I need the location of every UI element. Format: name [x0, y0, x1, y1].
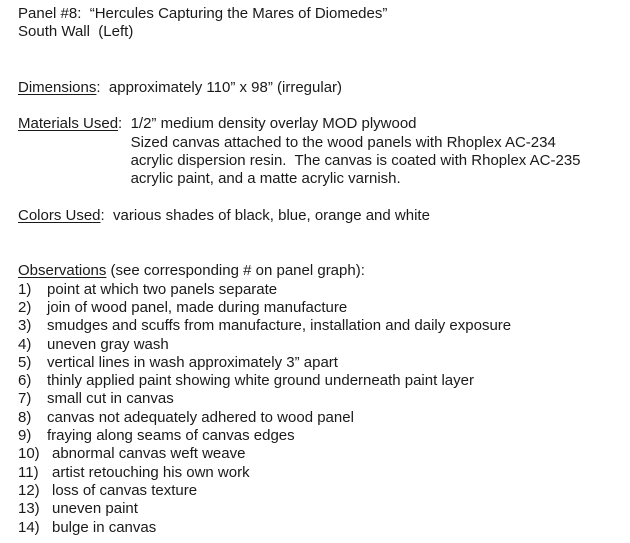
list-item [18, 336, 618, 354]
item-text: join of wood panel, made during manufacture [47, 298, 348, 316]
materials-section: Materials Used: 1/2” medium density overlay MOD plywood Sized canvas attached to the wood panels with Rhoplex AC-234 acrylic dispersion resin. The canvas is coated with Rhoplex AC-235 acrylic paint, and a matte acrylic varnish. [18, 115, 581, 188]
materials-lines [131, 115, 581, 188]
list-item [18, 281, 618, 299]
item-number: 6) [18, 372, 32, 390]
item-text: smudges and scuffs from manufacture, installation and daily exposure [47, 317, 512, 335]
list-item [18, 445, 618, 463]
item-text: bulge in canvas [52, 518, 157, 536]
materials-line: Sized canvas attached to the wood panels with Rhoplex AC-234 [130, 133, 556, 151]
item-number: 9) [18, 427, 32, 445]
item-text: thinly applied paint showing white ground underneath paint layer [47, 372, 474, 390]
item-number: 8) [18, 408, 32, 426]
item-text: fraying along seams of canvas edges [47, 427, 295, 445]
item-number: 3) [18, 317, 32, 335]
list-item [18, 354, 618, 372]
item-number: 10) [18, 445, 40, 463]
materials-line: 1/2” medium density overlay MOD plywood [130, 115, 417, 133]
dimensions-label: Dimensions [18, 78, 97, 96]
colors-row: Colors Used: various shades of black, blue, orange and white [18, 207, 430, 225]
observations-list [18, 281, 618, 537]
item-text: abnormal canvas weft weave [52, 445, 246, 463]
dimensions-row: Dimensions: approximately 110” x 98” (irregular) [18, 78, 343, 96]
item-text: loss of canvas texture [52, 481, 198, 499]
item-number: 11) [18, 463, 39, 481]
colors-value: various shades of black, blue, orange and white [113, 207, 430, 225]
list-item [18, 427, 618, 445]
item-number: 5) [18, 353, 32, 371]
item-text: point at which two panels separate [47, 280, 278, 298]
observations-note: (see corresponding # on panel graph): [106, 262, 365, 280]
item-text: canvas not adequately adhered to wood panel [47, 408, 354, 426]
dimensions-value: approximately 110” x 98” (irregular) [108, 78, 343, 96]
item-number: 2) [18, 298, 32, 316]
list-item [18, 519, 618, 537]
item-number: 12) [18, 481, 40, 499]
list-item [18, 372, 618, 390]
document-page [18, 5, 618, 537]
list-item [18, 299, 618, 317]
list-item [18, 409, 618, 427]
materials-label: Materials Used [18, 115, 119, 133]
list-item [18, 464, 618, 482]
list-item [18, 482, 618, 500]
item-number: 13) [18, 500, 40, 518]
item-text: uneven gray wash [47, 335, 169, 353]
list-item [18, 317, 618, 335]
item-text: small cut in canvas [47, 390, 174, 408]
observations-label: Observations [18, 262, 107, 280]
colors-label: Colors Used [18, 207, 101, 225]
item-number: 4) [18, 335, 32, 353]
item-number: 1) [18, 280, 32, 298]
list-item [18, 390, 618, 408]
panel-title: Panel #8: “Hercules Capturing the Mares of Diomedes” [18, 5, 388, 22]
item-number: 14) [18, 518, 40, 536]
observations-heading [18, 262, 618, 280]
item-text: artist retouching his own work [52, 463, 250, 481]
panel-location: South Wall (Left) [18, 23, 134, 41]
item-number: 7) [18, 390, 32, 408]
item-text: vertical lines in wash approximately 3” apart [47, 353, 338, 371]
item-text: uneven paint [52, 500, 138, 518]
list-item [18, 500, 618, 518]
materials-line: acrylic paint, and a matte acrylic varnish. [130, 170, 401, 188]
materials-line: acrylic dispersion resin. The canvas is coated with Rhoplex AC-235 [130, 151, 581, 169]
